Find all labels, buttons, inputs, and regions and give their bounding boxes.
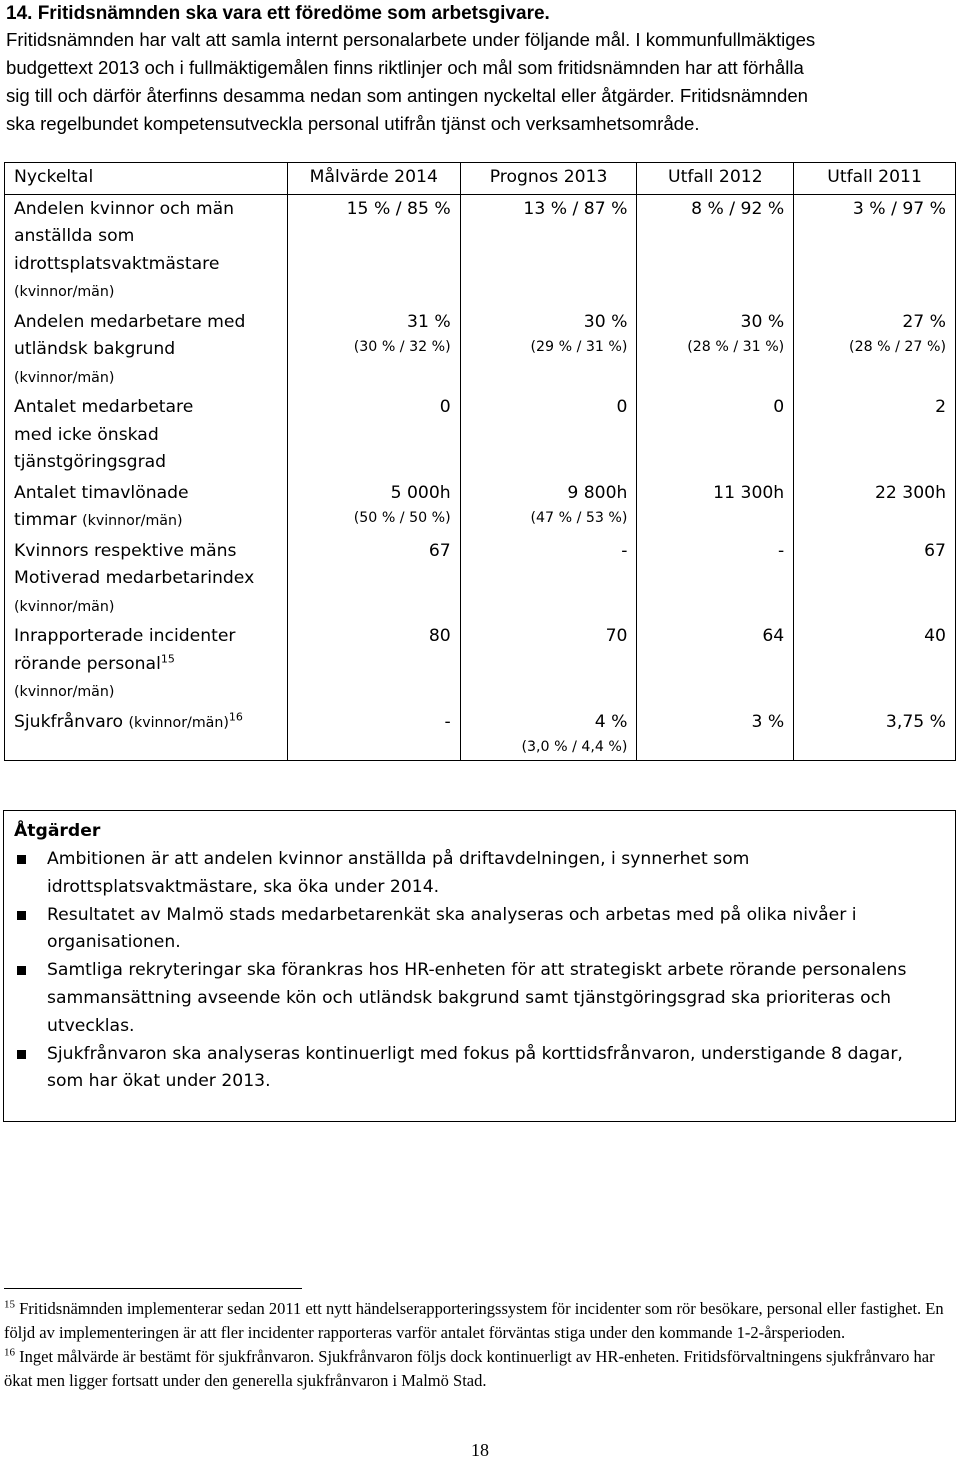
intro-line-4: ska regelbundet kompetensutveckla personal utifrån tjänst och verksamhetsområde. [6, 113, 700, 134]
intro-line-2: budgettext 2013 och i fullmäktigemålen finns riktlinjer och mål som fritidsnämnden har att förhålla [6, 57, 804, 78]
cell-outcome-2012 [637, 308, 794, 394]
row-label-unit: (kvinnor/män) [14, 369, 115, 386]
table-row [5, 479, 956, 537]
cell-target-2014 [287, 308, 460, 394]
actions-box [3, 810, 956, 1122]
list-item-text: Samtliga rekryteringar ska förankras hos HR-enheten för att strategiskt arbete rörande personalens sammansättning avseende kön och utländsk bakgrund samt tjänstgöringsgrad ska prioriteras och utvecklas. [47, 960, 907, 1036]
actions-title: Åtgärder [14, 821, 101, 841]
list-item [14, 957, 914, 1040]
intro-paragraph [6, 26, 946, 138]
cell-target-2014 [287, 479, 460, 537]
row-label [5, 308, 288, 394]
list-item [14, 846, 914, 902]
square-bullet-icon [17, 1050, 26, 1059]
header-nyckeltal: Nyckeltal [5, 163, 288, 195]
row-label [5, 479, 288, 537]
section-title: 14. Fritidsnämnden ska vara ett föredöme som arbetsgivare. [6, 3, 550, 24]
cell-outcome-2012: 64 [637, 622, 794, 708]
cell-forecast-2013: - [460, 537, 637, 623]
footnote-15 [4, 1297, 944, 1345]
cell-sub-value: (3,0 % / 4,4 %) [521, 739, 628, 755]
row-label-text: Andelen medarbetare med utländsk bakgrund [14, 311, 246, 359]
cell-sub-value: (28 % / 27 %) [849, 339, 946, 355]
actions-list [14, 846, 914, 1096]
table-row [5, 708, 956, 761]
row-label-unit: (kvinnor/män) [14, 684, 115, 700]
cell-forecast-2013: 70 [460, 622, 637, 708]
square-bullet-icon [17, 966, 26, 975]
cell-outcome-2011: 3 % / 97 % [794, 194, 956, 308]
kpi-table [4, 162, 956, 761]
cell-outcome-2011: 2 [794, 393, 956, 479]
cell-forecast-2013 [460, 308, 637, 394]
cell-value: 5 000h [390, 482, 451, 503]
cell-outcome-2011: 3,75 % [794, 708, 956, 761]
cell-outcome-2011: 22 300h [794, 479, 956, 537]
cell-value: 9 800h [567, 482, 628, 503]
header-utfall-2012: Utfall 2012 [637, 163, 794, 195]
list-item [14, 902, 914, 958]
cell-forecast-2013 [460, 479, 637, 537]
table-header-row [5, 163, 956, 195]
page-number: 18 [471, 1440, 489, 1460]
cell-value: 30 % [740, 311, 785, 332]
row-label-unit: (kvinnor/män) [82, 513, 183, 529]
row-label-unit: (kvinnor/män) [14, 284, 115, 300]
cell-outcome-2012: 8 % / 92 % [637, 194, 794, 308]
cell-sub-value: (28 % / 31 %) [687, 339, 785, 355]
row-label-text: Kvinnors respektive mäns Motiverad medarbetarindex [14, 540, 255, 588]
cell-value: 31 % [407, 311, 451, 332]
footnote-ref-15: 15 [160, 651, 175, 665]
cell-target-2014: 15 % / 85 % [287, 194, 460, 308]
cell-forecast-2013 [460, 708, 637, 761]
intro-line-3: sig till och därför återfinns desamma nedan som antingen nyckeltal eller åtgärder. [6, 85, 675, 106]
cell-target-2014: 0 [287, 393, 460, 479]
footnote-text: Inget målvärde är bestämt för sjukfrånvaron. Sjukfrånvaron följs dock kontinuerligt av HR-enheten. Fritidsförvaltningens sjukfrånvaro har ökat men ligger fortsatt under den generella sjukfrånvaron i Malmö Stad. [4, 1347, 935, 1390]
table-row [5, 308, 956, 394]
row-label-unit: (kvinnor/män) [14, 598, 115, 615]
cell-outcome-2012: 11 300h [637, 479, 794, 537]
cell-sub-value: (50 % / 50 %) [353, 510, 451, 526]
cell-forecast-2013: 13 % / 87 % [460, 194, 637, 308]
footnote-number: 15 [4, 1298, 15, 1311]
footnote-ref-16: 16 [228, 709, 243, 723]
cell-value: 4 % [594, 711, 628, 732]
row-label-text: Antalet timavlönade [14, 482, 189, 503]
cell-target-2014: 80 [287, 622, 460, 708]
intro-line-3b: Fritidsnämnden [674, 85, 809, 106]
list-item-text: Resultatet av Malmö stads medarbetarenkät ska analyseras och arbetas med på olika nivåer i organisationen. [47, 904, 857, 953]
cell-outcome-2012: 3 % [637, 708, 794, 761]
cell-outcome-2011 [794, 308, 956, 394]
header-prognos-2013: Prognos 2013 [460, 163, 637, 195]
row-label [5, 708, 288, 761]
list-item [14, 1041, 914, 1097]
row-label-text: Inrapporterade incidenter rörande personal [14, 626, 236, 674]
cell-outcome-2011: 40 [794, 622, 956, 708]
cell-sub-value: (29 % / 31 %) [530, 339, 628, 355]
row-label-text: Sjukfrånvaro [14, 711, 123, 732]
table-row [5, 194, 956, 308]
row-label-text-2: timmar [14, 510, 77, 530]
cell-value: 27 % [902, 311, 946, 332]
table-row [5, 537, 956, 623]
footnotes [4, 1297, 944, 1393]
row-label [5, 537, 288, 623]
cell-outcome-2012: - [637, 537, 794, 623]
square-bullet-icon [17, 911, 26, 920]
cell-sub-value: (47 % / 53 %) [530, 510, 628, 526]
row-label-text: Andelen kvinnor och män anställda som idrottsplatsvaktmästare [14, 198, 235, 274]
header-malvarde-2014: Målvärde 2014 [287, 163, 460, 195]
row-label [5, 622, 288, 708]
row-label-unit: (kvinnor/män) [128, 714, 229, 731]
footnote-text: Fritidsnämnden implementerar sedan 2011 ett nytt händelserapporteringssystem för incidenter som rör besökare, personal eller fastighet. En följd av implementeringen är att fler incidenter rapporteras varför antalet förväntas stiga under den kommande 1-2-årsperioden. [4, 1299, 944, 1342]
list-item-text: Sjukfrånvaron ska analyseras kontinuerligt med fokus på korttidsfrånvaron, understigande 8 dagar, som har ökat under 2013. [47, 1043, 903, 1092]
square-bullet-icon [17, 855, 26, 864]
cell-target-2014: 67 [287, 537, 460, 623]
cell-sub-value: (30 % / 32 %) [353, 339, 451, 355]
row-label: Antalet medarbetare med icke önskad tjänstgöringsgrad [5, 393, 288, 479]
footnote-number: 16 [4, 1346, 15, 1359]
cell-value: 30 % [583, 311, 628, 332]
cell-outcome-2012: 0 [637, 393, 794, 479]
cell-target-2014: - [287, 708, 460, 761]
table-row [5, 622, 956, 708]
footnote-16 [4, 1345, 944, 1393]
cell-forecast-2013: 0 [460, 393, 637, 479]
intro-line-1: Fritidsnämnden har valt att samla internt personalarbete under följande mål. I kommunfullmäktiges [6, 29, 816, 50]
list-item-text: Ambitionen är att andelen kvinnor anställda på driftavdelningen, i synnerhet som idrottsplatsvaktmästare, ska öka under 2014. [47, 849, 750, 897]
row-label [5, 194, 288, 308]
header-utfall-2011: Utfall 2011 [794, 163, 956, 195]
table-row [5, 393, 956, 479]
cell-outcome-2011: 67 [794, 537, 956, 623]
footnote-divider [4, 1288, 302, 1289]
